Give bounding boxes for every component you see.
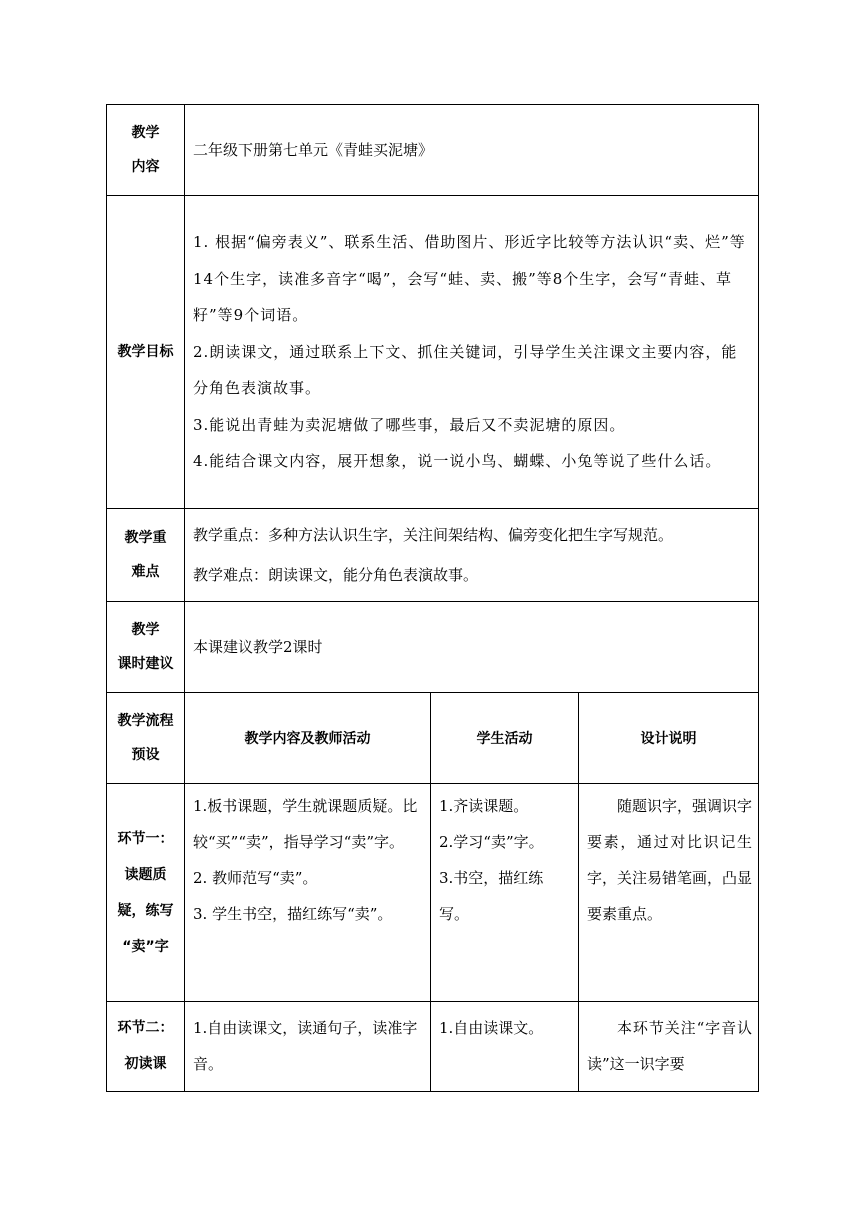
label-flow	[107, 693, 185, 784]
goal-item: 2.朗读课文，通过联系上下文、抓住关键词，引导学生关注课文主要内容，能分角色表演故事。	[193, 342, 738, 398]
label-step-two	[107, 1002, 185, 1092]
label-line: 教学	[131, 125, 160, 141]
label-line: 教学重	[124, 530, 167, 546]
step-one-design-note	[579, 784, 759, 1002]
step-one-teacher-activity	[185, 784, 431, 1002]
difficult-point-text: 教学难点：朗读课文，能分角色表演故事。	[193, 566, 479, 584]
label-line: 环节一：	[117, 830, 174, 847]
label-teaching-goals: 教学目标	[107, 196, 185, 509]
label-line: 读题质	[124, 866, 167, 883]
step-two-teacher-activity: 1.自由读课文，读通句子，读准字音。	[185, 1002, 431, 1092]
row-flow-header	[107, 693, 759, 784]
label-line: 教学流程	[117, 713, 174, 729]
label-line: 初读课	[124, 1056, 167, 1072]
label-key-points	[107, 509, 185, 602]
value-key-points	[185, 509, 759, 602]
student-step: 2.学习“卖”字。	[439, 833, 544, 851]
header-student-activity: 学生活动	[431, 693, 579, 784]
label-line: 预设	[131, 747, 160, 763]
row-step-two	[107, 1002, 759, 1092]
key-point-text: 教学重点：多种方法认识生字，关注间架结构、偏旁变化把生字写规范。	[193, 526, 674, 544]
label-line: 教学	[131, 622, 160, 638]
value-teaching-hours: 本课建议教学2课时	[185, 602, 759, 693]
row-teaching-content	[107, 105, 759, 196]
label-line: 内容	[131, 159, 160, 175]
goal-item: 1. 根据“偏旁表义”、联系生活、借助图片、形近字比较等方法认识“卖、烂”等14个生字，读准多音字“喝”，会写“蛙、卖、搬”等8个生字，会写“青蛙、草籽”等9个词语。	[193, 233, 746, 325]
goal-item: 3.能说出青蛙为卖泥塘做了哪些事，最后又不卖泥塘的原因。	[193, 415, 626, 434]
goal-item: 4.能结合课文内容，展开想象，说一说小鸟、蝴蝶、小兔等说了些什么话。	[193, 452, 722, 471]
lesson-plan-table	[106, 104, 759, 1092]
label-step-one	[107, 784, 185, 1002]
label-line: 难点	[131, 564, 160, 580]
row-teaching-hours	[107, 602, 759, 693]
label-line: 环节二：	[117, 1020, 174, 1036]
row-key-points	[107, 509, 759, 602]
step-two-student-activity: 1.自由读课文。	[431, 1002, 579, 1092]
row-teaching-goals	[107, 196, 759, 509]
label-line: “卖”字	[122, 938, 169, 955]
teacher-step: 1.板书课题，学生就课题质疑。比较“买”“卖”，指导学习“卖”字。	[193, 797, 418, 851]
step-one-student-activity	[431, 784, 579, 1002]
value-teaching-content: 二年级下册第七单元《青蛙买泥塘》	[185, 105, 759, 196]
header-teacher-activity: 教学内容及教师活动	[185, 693, 431, 784]
design-note-text: 本环节关注“字音认读”这一识字要	[587, 1019, 752, 1073]
label-teaching-content	[107, 105, 185, 196]
value-teaching-goals	[185, 196, 759, 509]
step-two-design-note	[579, 1002, 759, 1092]
label-teaching-hours	[107, 602, 185, 693]
student-step: 1.齐读课题。	[439, 797, 529, 815]
teacher-step: 2. 教师范写“卖”。	[193, 869, 318, 887]
row-step-one	[107, 784, 759, 1002]
design-note-text: 随题识字，强调识字要素，通过对比识记生字，关注易错笔画，凸显要素重点。	[587, 797, 753, 923]
teacher-step: 3. 学生书空，描红练写“卖”。	[193, 905, 393, 923]
student-step: 3.书空，描红练写。	[439, 869, 544, 923]
header-design-note: 设计说明	[579, 693, 759, 784]
label-line: 疑，练写	[117, 902, 174, 919]
label-line: 课时建议	[117, 656, 174, 672]
